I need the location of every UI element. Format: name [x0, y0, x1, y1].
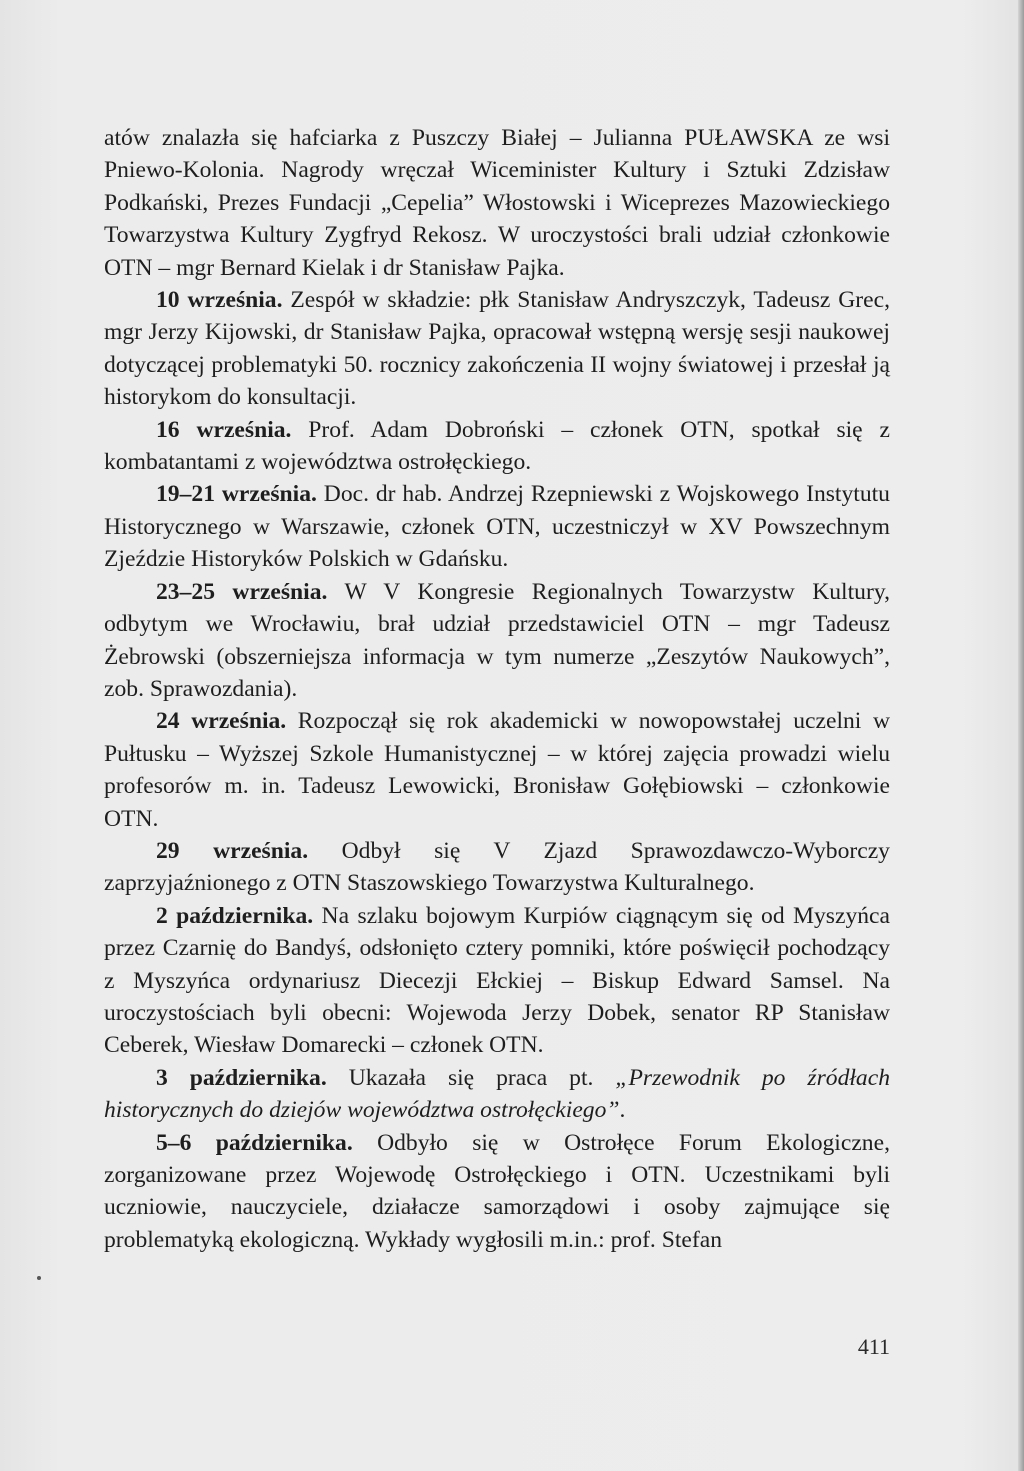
print-speck	[37, 1276, 41, 1280]
entry-text: Zespół w składzie: płk Stanisław Andryszczyk, Tadeusz Grec, mgr Jerzy Kijowski, dr Stanisław Pajka, opracował wstępną wersję sesji naukowej dotyczącej problematyki 50. rocznicy zakończenia II wojny światowej i przesłał ją historykom do konsultacji.	[104, 287, 890, 411]
entry-text: Prof. Adam Dobroński – członek OTN, spotkał się z kombatantami z województwa ostrołęckiego.	[104, 416, 890, 476]
entry-date: 24 września.	[156, 708, 287, 735]
paragraph-continuation	[104, 122, 890, 284]
entry-date: 10 września.	[156, 287, 283, 314]
entry-date: 3 października.	[156, 1064, 327, 1091]
chronicle-entry	[104, 1127, 890, 1257]
entry-date: 2 października.	[156, 902, 314, 929]
chronicle-entry	[104, 835, 890, 900]
entry-text: Na szlaku bojowym Kurpiów ciągnącym się od Myszyńca przez Czarnię do Bandyś, odsłonięto cztery pomniki, które poświęcił pochodzący z Myszyńca ordynariusz Diecezji Ełckiej – Biskup Edward Samsel. Na uroczystościach byli obecni: Wojewoda Jerzy Dobek, senator RP Stanisław Ceberek, Wiesław Domarecki – członek OTN.	[104, 902, 890, 1059]
entry-text: Odbyło się w Ostrołęce Forum Ekologiczne, zorganizowane przez Wojewodę Ostrołęckiego i OTN. Uczestnikami byli uczniowie, nauczyciele, działacze samorządowi i osoby zajmujące się problematyką ekologiczną. Wykłady wygłosili m.in.: prof. Stefan	[104, 1129, 890, 1253]
chronicle-text	[104, 122, 890, 1256]
chronicle-entry	[104, 900, 890, 1062]
page-edge-shadow	[1018, 0, 1024, 1471]
entry-date: 19–21 września.	[156, 481, 317, 508]
entry-text: Ukazała się praca pt.	[326, 1064, 616, 1091]
entry-date: 16 września.	[156, 416, 292, 443]
paragraph-text: atów znalazła się hafciarka z Puszczy Białej – Julianna PUŁAWSKA ze wsi Pniewo-Kolonia. Nagrody wręczał Wiceminister Kultury i Sztuki Zdzisław Podkański, Prezes Fundacji „Cepelia” Włostowski i Wiceprezes Mazowieckiego Towarzystwa Kultury Zygfryd Rekosz. W uroczystości brali udział członkowie OTN – mgr Bernard Kielak i dr Stanisław Pajka.	[104, 125, 890, 281]
entry-text-end: .	[619, 1097, 626, 1124]
chronicle-entry	[104, 478, 890, 575]
chronicle-entry	[104, 1062, 890, 1127]
entry-date: 29 września.	[156, 837, 309, 864]
chronicle-entry	[104, 705, 890, 835]
entry-text: Rozpoczął się rok akademicki w nowopowstałej uczelni w Pułtusku – Wyższej Szkole Humanistycznej – w której zajęcia prowadzi wielu profesorów m. in. Tadeusz Lewowicki, Bronisław Gołębiowski – członkowie OTN.	[104, 708, 890, 832]
entry-text: W V Kongresie Regionalnych Towarzystw Kultury, odbytym we Wrocławiu, brał udział przedstawiciel OTN – mgr Tadeusz Żebrowski (obszerniejsza informacja w tym numerze „Zeszytów Naukowych”, zob. Sprawozdania).	[104, 578, 890, 702]
entry-date: 5–6 października.	[156, 1129, 353, 1156]
chronicle-entry	[104, 284, 890, 414]
entry-text: Doc. dr hab. Andrzej Rzepniewski z Wojskowego Instytutu Historycznego w Warszawie, członek OTN, uczestniczył w XV Powszechnym Zjeździe Historyków Polskich w Gdańsku.	[104, 481, 890, 573]
chronicle-entry	[104, 576, 890, 706]
entry-text: Odbył się V Zjazd Sprawozdawczo-Wyborczy zaprzyjaźnionego z OTN Staszowskiego Towarzystwa Kulturalnego.	[104, 837, 890, 897]
entry-date: 23–25 września.	[156, 578, 328, 605]
publication-title: „Przewodnik po źródłach historycznych do dziejów województwa ostrołęckiego”	[104, 1064, 890, 1124]
chronicle-entry	[104, 414, 890, 479]
page-number: 411	[857, 1334, 890, 1359]
